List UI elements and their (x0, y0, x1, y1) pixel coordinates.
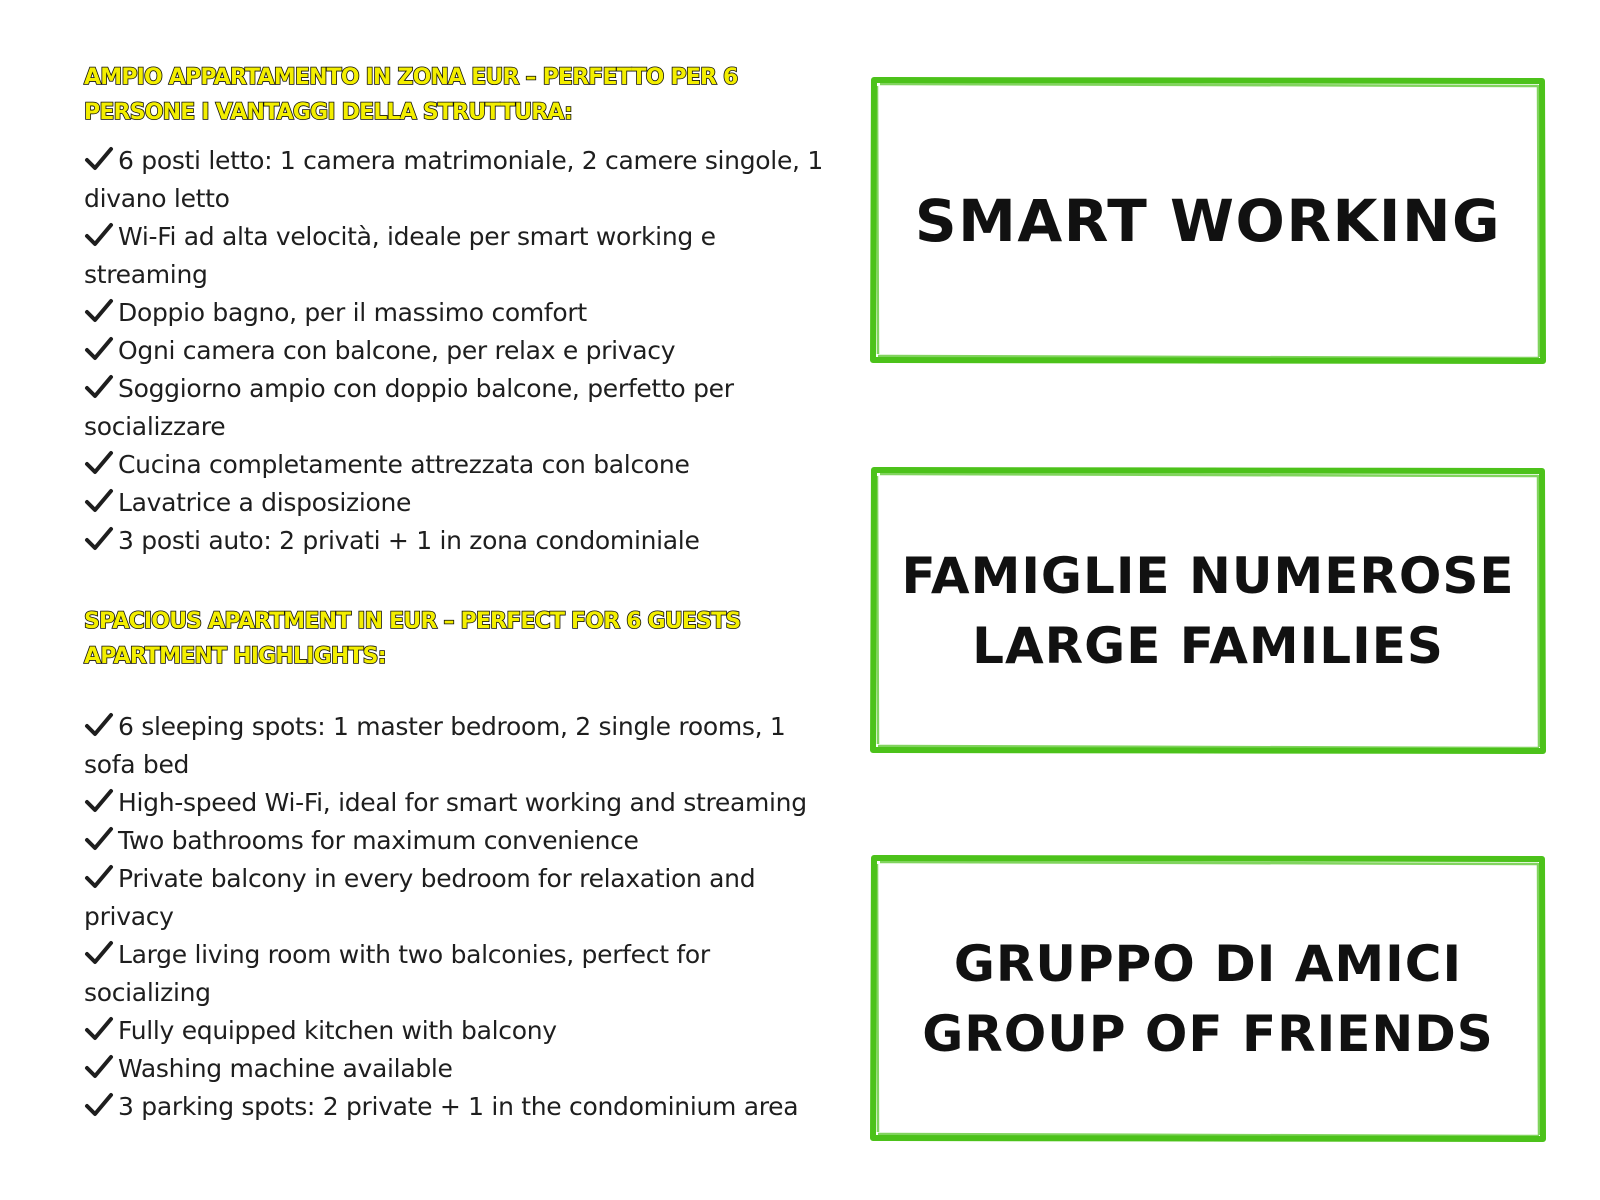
checkmark-icon (84, 1016, 114, 1042)
checkmark-icon (84, 488, 114, 514)
list-item (84, 370, 844, 446)
italian-feature-list (84, 142, 844, 560)
checkmark-icon (84, 1054, 114, 1080)
card-title (915, 186, 1501, 256)
feature-text: Private balcony in every bedroom for relaxation and privacy (84, 864, 756, 931)
english-title (84, 604, 844, 674)
checkmark-icon (84, 336, 114, 362)
checkmark-icon (84, 940, 114, 966)
list-item (84, 936, 844, 1012)
list-item (84, 294, 844, 332)
feature-text: Fully equipped kitchen with balcony (118, 1016, 557, 1045)
feature-text: Ogni camera con balcone, per relax e privacy (118, 336, 676, 365)
card-title (901, 541, 1514, 681)
list-item (84, 484, 844, 522)
feature-text: Large living room with two balconies, perfect for socializing (84, 940, 710, 1007)
italian-title-line-1: AMPIO APPARTAMENTO IN ZONA EUR – PERFETTO PER 6 (84, 65, 738, 90)
feature-lists (84, 60, 844, 1126)
card-title (922, 929, 1494, 1069)
english-title-line-2: APARTMENT HIGHLIGHTS: (84, 644, 386, 669)
italian-title-line-2: PERSONE I VANTAGGI DELLA STRUTTURA: (84, 100, 573, 125)
card-line-1: SMART WORKING (914, 186, 1502, 255)
list-item (84, 1012, 844, 1050)
feature-text: Lavatrice a disposizione (118, 488, 412, 517)
list-item (84, 332, 844, 370)
feature-text: Soggiorno ampio con doppio balcone, perfetto per socializzare (84, 374, 734, 441)
feature-text: Cucina completamente attrezzata con balcone (118, 450, 690, 479)
card-line-2: LARGE FAMILIES (972, 616, 1444, 675)
card-line-1: GRUPPO DI AMICI (953, 934, 1463, 993)
english-feature-list (84, 708, 844, 1126)
checkmark-icon (84, 788, 114, 814)
list-item (84, 218, 844, 294)
checkmark-icon (84, 374, 114, 400)
feature-text: Doppio bagno, per il massimo comfort (118, 298, 587, 327)
list-item (84, 1088, 844, 1126)
italian-title (84, 60, 844, 130)
checkmark-icon (84, 864, 114, 890)
checkmark-icon (84, 1092, 114, 1118)
feature-text: Two bathrooms for maximum convenience (118, 826, 639, 855)
checkmark-icon (84, 222, 114, 248)
english-title-line-1: SPACIOUS APARTMENT IN EUR – PERFECT FOR 6 GUESTS (84, 609, 741, 634)
checkmark-icon (84, 298, 114, 324)
list-item (84, 142, 844, 218)
feature-text: 6 posti letto: 1 camera matrimoniale, 2 camere singole, 1 divano letto (84, 146, 823, 213)
card-line-2: GROUP OF FRIENDS (922, 1004, 1494, 1063)
list-item (84, 784, 844, 822)
checkmark-icon (84, 526, 114, 552)
list-item (84, 446, 844, 484)
card-group-of-friends (870, 856, 1546, 1141)
list-item (84, 860, 844, 936)
feature-text: 6 sleeping spots: 1 master bedroom, 2 single rooms, 1 sofa bed (84, 712, 786, 779)
checkmark-icon (84, 826, 114, 852)
checkmark-icon (84, 712, 114, 738)
feature-text: 3 posti auto: 2 privati + 1 in zona condominiale (118, 526, 700, 555)
feature-text: Wi-Fi ad alta velocità, ideale per smart working e streaming (84, 222, 716, 289)
card-line-1: FAMIGLIE NUMEROSE (901, 546, 1515, 605)
card-smart-working (870, 78, 1546, 363)
feature-text: Washing machine available (118, 1054, 453, 1083)
list-item (84, 708, 844, 784)
list-item (84, 822, 844, 860)
checkmark-icon (84, 450, 114, 476)
list-item (84, 1050, 844, 1088)
feature-text: High-speed Wi-Fi, ideal for smart working and streaming (118, 788, 807, 817)
feature-text: 3 parking spots: 2 private + 1 in the condominium area (118, 1092, 799, 1121)
list-item (84, 522, 844, 560)
card-large-families (870, 468, 1546, 753)
checkmark-icon (84, 146, 114, 172)
